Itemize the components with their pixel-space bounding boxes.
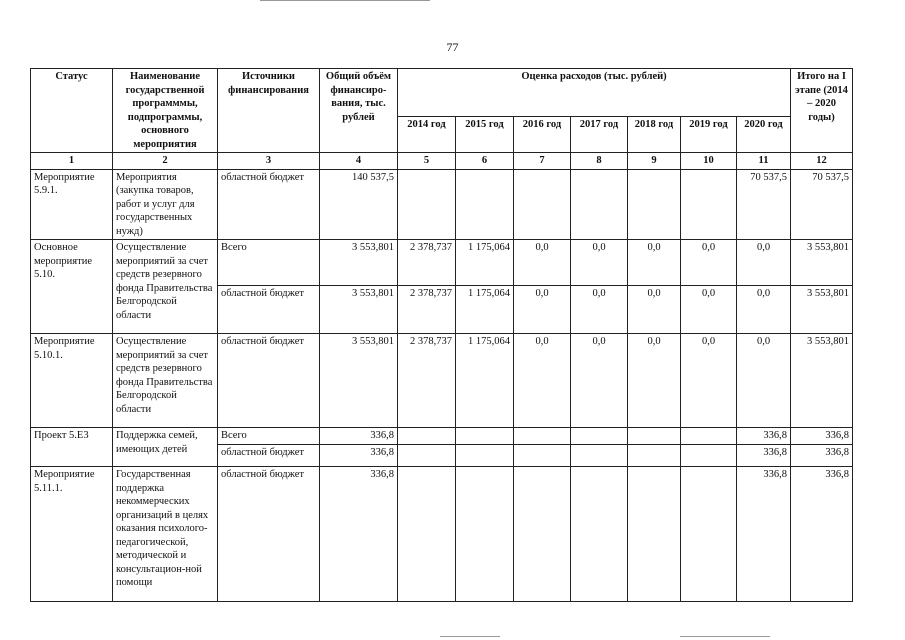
row-status: Мероприятие 5.11.1.	[31, 467, 113, 602]
cell-2020: 0,0	[737, 334, 791, 428]
scan-artifact-bottom-left	[440, 636, 500, 637]
column-number: 3	[218, 153, 320, 170]
cell-total: 336,8	[320, 467, 398, 602]
cell-2019	[681, 445, 737, 467]
row-status: Основное мероприятие 5.10.	[31, 240, 113, 334]
header-total: Общий объём финансиро-вания, тыс. рублей	[320, 69, 398, 153]
cell-2015: 1 175,064	[456, 334, 514, 428]
cell-2014	[398, 169, 456, 240]
cell-2019: 0,0	[681, 240, 737, 286]
row-status: Мероприятие 5.10.1.	[31, 334, 113, 428]
scan-artifact-bottom-right	[680, 636, 770, 637]
cell-2016: 0,0	[514, 240, 571, 286]
cell-2017	[571, 467, 628, 602]
column-number: 2	[113, 153, 218, 170]
cell-2019	[681, 467, 737, 602]
cell-2020: 70 537,5	[737, 169, 791, 240]
cell-2016: 0,0	[514, 286, 571, 334]
cell-2019	[681, 428, 737, 445]
header-year-2017: 2017 год	[571, 117, 628, 153]
table-row	[31, 240, 853, 286]
cell-2016: 0,0	[514, 334, 571, 428]
column-number: 4	[320, 153, 398, 170]
cell-2019: 0,0	[681, 286, 737, 334]
cell-total: 336,8	[320, 445, 398, 467]
cell-2014	[398, 467, 456, 602]
row-status: Проект 5.Е3	[31, 428, 113, 467]
cell-2015: 1 175,064	[456, 286, 514, 334]
row-status: Мероприятие 5.9.1.	[31, 169, 113, 240]
cell-2017: 0,0	[571, 334, 628, 428]
header-year-2018: 2018 год	[628, 117, 681, 153]
cell-2014: 2 378,737	[398, 286, 456, 334]
cell-stage-total: 3 553,801	[791, 286, 853, 334]
cell-2017: 0,0	[571, 240, 628, 286]
cell-2015	[456, 445, 514, 467]
column-number: 10	[681, 153, 737, 170]
column-number: 11	[737, 153, 791, 170]
column-number: 1	[31, 153, 113, 170]
column-number: 7	[514, 153, 571, 170]
cell-2020: 0,0	[737, 286, 791, 334]
cell-2018	[628, 467, 681, 602]
cell-2018: 0,0	[628, 286, 681, 334]
scan-artifact-top	[260, 0, 430, 1]
cell-2019: 0,0	[681, 334, 737, 428]
cell-2017	[571, 428, 628, 445]
cell-2018	[628, 169, 681, 240]
cell-2017	[571, 445, 628, 467]
cell-total: 3 553,801	[320, 286, 398, 334]
header-year-2015: 2015 год	[456, 117, 514, 153]
row-name: Поддержка семей, имеющих детей	[113, 428, 218, 467]
cell-total: 3 553,801	[320, 334, 398, 428]
cell-stage-total: 3 553,801	[791, 334, 853, 428]
cell-2020: 0,0	[737, 240, 791, 286]
row-source: Всего	[218, 240, 320, 286]
row-name: Осуществление мероприятий за счет средств резервного фонда Правительства Белгородской области	[113, 334, 218, 428]
cell-total: 3 553,801	[320, 240, 398, 286]
cell-2016	[514, 169, 571, 240]
cell-2018: 0,0	[628, 240, 681, 286]
row-name: Осуществление мероприятий за счет средств резервного фонда Правительства Белгородской области	[113, 240, 218, 334]
cell-2014	[398, 445, 456, 467]
page-number: 77	[446, 40, 459, 54]
cell-2015	[456, 169, 514, 240]
cell-2017: 0,0	[571, 286, 628, 334]
cell-2018: 0,0	[628, 334, 681, 428]
table-row	[31, 467, 853, 602]
cell-2018	[628, 428, 681, 445]
cell-2018	[628, 445, 681, 467]
header-year-2019: 2019 год	[681, 117, 737, 153]
cell-2020: 336,8	[737, 428, 791, 445]
column-number: 5	[398, 153, 456, 170]
table-row	[31, 169, 853, 240]
header-status: Статус	[31, 69, 113, 153]
cell-stage-total: 3 553,801	[791, 240, 853, 286]
row-name: Мероприятия (закупка товаров, работ и услуг для государственных нужд)	[113, 169, 218, 240]
row-source: областной бюджет	[218, 467, 320, 602]
cell-stage-total: 336,8	[791, 467, 853, 602]
cell-2020: 336,8	[737, 467, 791, 602]
cell-stage-total: 70 537,5	[791, 169, 853, 240]
cell-2020: 336,8	[737, 445, 791, 467]
table-row	[31, 428, 853, 445]
header-stage-total: Итого на I этапе (2014 – 2020 годы)	[791, 69, 853, 153]
cell-2015	[456, 428, 514, 445]
header-year-2016: 2016 год	[514, 117, 571, 153]
row-source: областной бюджет	[218, 445, 320, 467]
budget-table	[30, 68, 853, 602]
table-row	[31, 334, 853, 428]
header-name: Наименование государственной программмы, подпрограммы, основного мероприятия	[113, 69, 218, 153]
cell-2016	[514, 428, 571, 445]
header-year-2020: 2020 год	[737, 117, 791, 153]
column-number: 6	[456, 153, 514, 170]
cell-2016	[514, 467, 571, 602]
cell-2014: 2 378,737	[398, 334, 456, 428]
cell-2019	[681, 169, 737, 240]
cell-2015	[456, 467, 514, 602]
row-source: областной бюджет	[218, 169, 320, 240]
row-source: Всего	[218, 428, 320, 445]
column-number: 9	[628, 153, 681, 170]
column-number-row	[31, 153, 853, 170]
cell-2017	[571, 169, 628, 240]
cell-2014	[398, 428, 456, 445]
row-source: областной бюджет	[218, 334, 320, 428]
row-source: областной бюджет	[218, 286, 320, 334]
cell-stage-total: 336,8	[791, 428, 853, 445]
cell-total: 336,8	[320, 428, 398, 445]
header-sources: Источники финансирования	[218, 69, 320, 153]
cell-2015: 1 175,064	[456, 240, 514, 286]
cell-total: 140 537,5	[320, 169, 398, 240]
column-number: 8	[571, 153, 628, 170]
cell-2014: 2 378,737	[398, 240, 456, 286]
column-number: 12	[791, 153, 853, 170]
header-year-2014: 2014 год	[398, 117, 456, 153]
cell-2016	[514, 445, 571, 467]
row-name: Государственная поддержка некоммерческих организаций в целях оказания психолого-педагогической, методической и консультацион-ной помощи	[113, 467, 218, 602]
header-estimate: Оценка расходов (тыс. рублей)	[398, 69, 791, 117]
cell-stage-total: 336,8	[791, 445, 853, 467]
